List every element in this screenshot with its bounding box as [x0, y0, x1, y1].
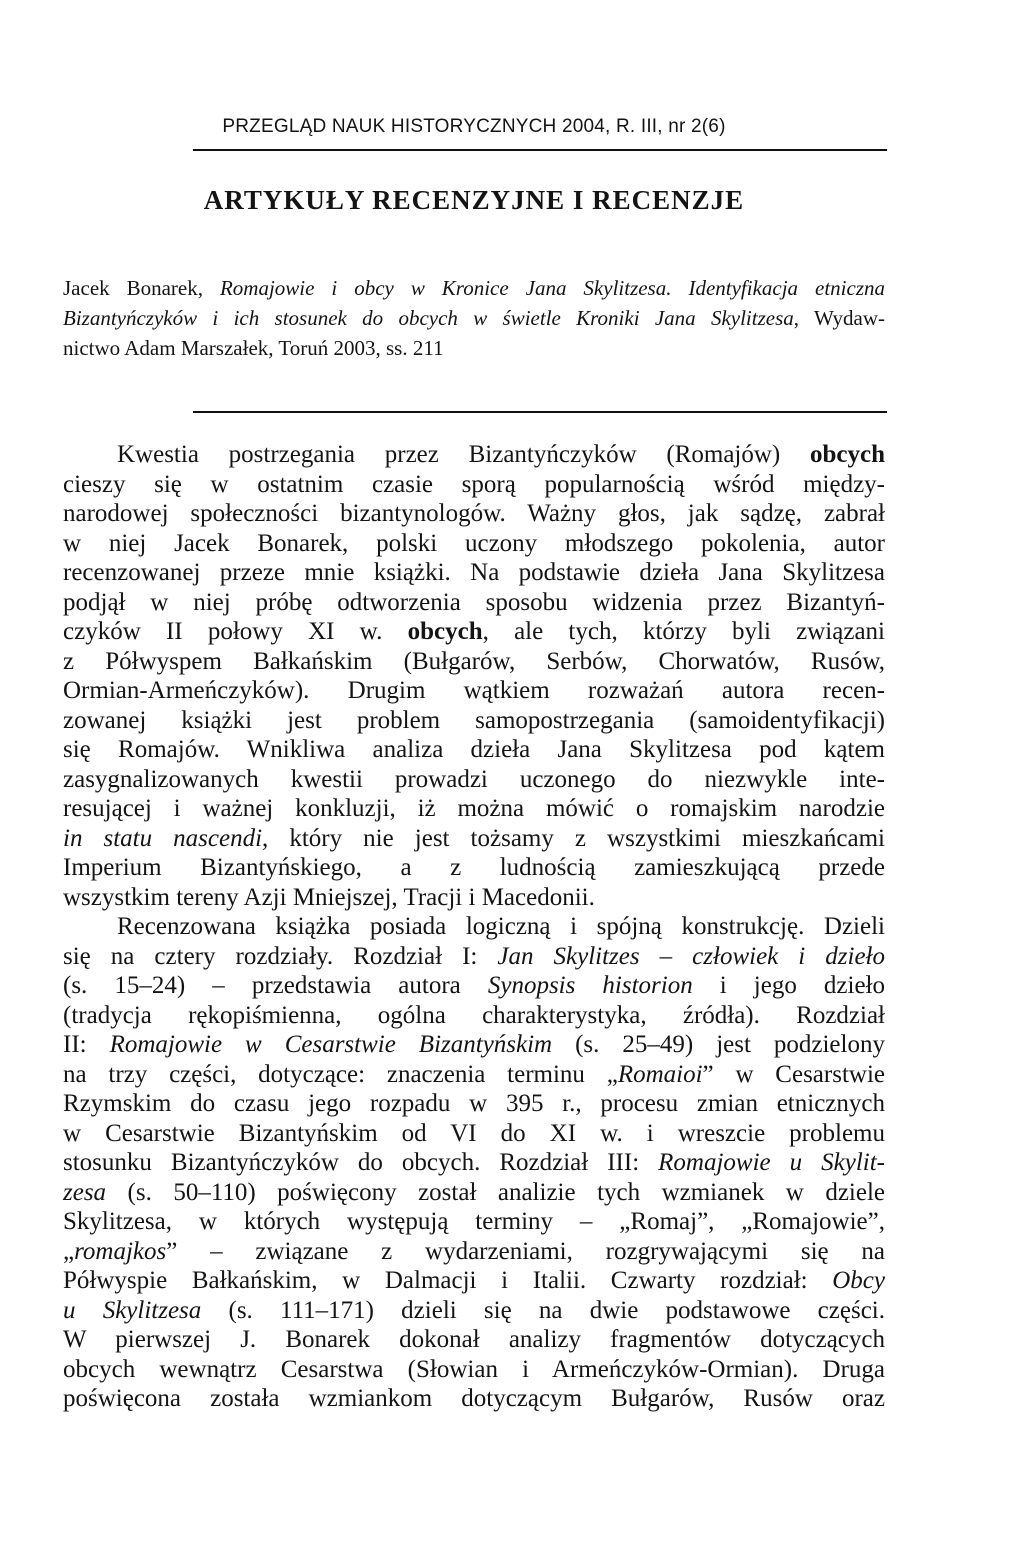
review-body	[63, 440, 885, 1414]
italic-text: romajkos	[74, 1237, 167, 1265]
bold-text: obcych	[407, 618, 483, 645]
text-line	[63, 1089, 885, 1119]
text-segment: (s. 25–49) jest podzielony	[552, 1031, 885, 1058]
text-line	[63, 706, 885, 736]
text-line	[63, 971, 885, 1001]
section-rule	[193, 411, 887, 413]
italic-text: Romaioi	[617, 1060, 703, 1088]
text-segment: Kwestia postrzegania przez Bizantyńczyków (Romajów)	[117, 441, 810, 468]
italic-text: u Skylitzesa	[63, 1296, 202, 1324]
text-line	[63, 529, 885, 559]
text-line	[63, 1207, 885, 1237]
text-segment: Półwyspie Bałkańskim, w Dalmacji i Italii. Czwarty rozdział:	[63, 1267, 833, 1294]
text-segment: w niej Jacek Bonarek, polski uczony młodszego pokolenia, autor	[63, 529, 885, 557]
text-segment: II:	[63, 1031, 110, 1058]
text-line	[63, 824, 885, 854]
text-segment: narodowej społeczności bizantynologów. Ważny głos, jak sądzę, zabrał	[63, 500, 885, 527]
text-segment: (s. 15–24) – przedstawia autora	[63, 972, 488, 999]
text-line	[63, 1001, 885, 1031]
text-line	[63, 647, 885, 677]
italic-text: in statu nascendi	[63, 824, 263, 852]
italic-text: zesa	[63, 1178, 107, 1206]
text-line	[63, 1384, 885, 1414]
text-line	[63, 303, 885, 333]
text-segment: ” w Cesarstwie	[702, 1060, 885, 1088]
text-segment: się Romajów. Wnikliwa analiza dzieła Jana Skylitzesa pod kątem	[63, 736, 885, 763]
text-segment: , ale tych, którzy byli związani	[482, 618, 885, 645]
text-segment: Ormian-Armeńczyków). Drugim wątkiem rozważań autora recen-	[63, 677, 885, 704]
text-line	[63, 853, 885, 883]
header-rule	[193, 149, 887, 151]
text-segment: się na cztery rozdziały. Rozdział I:	[63, 942, 498, 970]
text-line	[63, 794, 885, 824]
text-segment: , który nie jest tożsamy z wszystkimi mieszkańcami	[262, 824, 885, 852]
text-segment: na trzy części, dotyczące: znaczenia terminu „	[63, 1060, 618, 1088]
text-segment: podjął w niej próbę odtworzenia sposobu widzenia przez Bizantyń-	[63, 588, 885, 616]
text-segment: recenzowanej przeze mnie książki. Na podstawie dzieła Jana Skylitzesa	[63, 559, 885, 586]
text-line	[63, 273, 885, 303]
bibliographic-entry	[63, 273, 885, 363]
text-line	[63, 1148, 885, 1178]
text-segment: z Półwyspem Bałkańskim (Bułgarów, Serbów, Chorwatów, Rusów,	[63, 647, 885, 675]
text-segment: (s. 111–171) dzieli się na dwie podstawowe części.	[201, 1296, 885, 1324]
text-segment: Jacek Bonarek,	[63, 276, 220, 300]
text-segment: zasygnalizowanych kwestii prowadzi uczonego do niezwykle inte-	[63, 765, 885, 793]
bold-text: obcych	[810, 441, 885, 468]
text-line	[63, 912, 885, 942]
text-line	[63, 1266, 885, 1296]
italic-text: Jan Skylitzes – człowiek i dzieło	[497, 942, 885, 970]
text-segment: , Wydaw-	[793, 306, 885, 330]
text-line	[63, 1119, 885, 1149]
text-line	[63, 1060, 885, 1090]
text-line	[63, 617, 885, 647]
text-line	[63, 499, 885, 529]
paragraph	[63, 912, 885, 1414]
text-segment: Imperium Bizantyńskiego, a z ludnością zamieszkującą przede	[63, 854, 885, 881]
text-segment: poświęcona została wzmiankom dotyczącym Bułgarów, Rusów oraz	[63, 1385, 885, 1412]
text-segment: czyków II połowy XI w.	[63, 618, 408, 645]
text-segment: i jego dzieło	[692, 972, 886, 999]
text-segment: obcych wewnątrz Cesarstwa (Słowian i Armeńczyków-Ormian). Druga	[63, 1355, 885, 1383]
text-segment: cieszy się w ostatnim czasie sporą popularnością wśród między-	[63, 470, 885, 498]
text-segment: Rzymskim do czasu jego rozpadu w 395 r., procesu zmian etnicznych	[63, 1090, 885, 1117]
italic-text: Bizantyńczyków i ich stosunek do obcych w świetle Kroniki Jana Skylitzesa	[63, 306, 794, 330]
text-line	[63, 1296, 885, 1326]
text-line	[63, 765, 885, 795]
italic-text: Synopsis historion	[487, 972, 693, 999]
italic-text: Romajowie i obcy w Kronice Jana Skylitzesa. Identyfikacja etniczna	[219, 276, 886, 300]
text-line	[63, 440, 885, 470]
text-line	[63, 1030, 885, 1060]
text-segment: resującej i ważnej konkluzji, iż można mówić o romajskim narodzie	[63, 795, 885, 822]
text-line	[63, 1178, 885, 1208]
italic-text: Romajowie w Cesarstwie Bizantyńskim	[109, 1031, 553, 1058]
text-line	[63, 588, 885, 618]
text-segment: (s. 50–110) poświęcony został analizie tych wzmianek w dziele	[106, 1178, 885, 1206]
text-line	[63, 1325, 885, 1355]
text-line	[63, 676, 885, 706]
text-segment: (tradycja rękopiśmienna, ogólna charakterystyka, źródła). Rozdział	[63, 1001, 885, 1029]
italic-text: Romajowie u Skylit-	[658, 1149, 885, 1176]
text-line	[63, 333, 885, 363]
text-segment: nictwo Adam Marszałek, Toruń 2003, ss. 211	[63, 336, 444, 360]
text-segment: w Cesarstwie Bizantyńskim od VI do XI w. i wreszcie problemu	[63, 1119, 885, 1147]
text-line	[63, 883, 885, 913]
text-segment: wszystkim tereny Azji Mniejszej, Tracji i Macedonii.	[63, 883, 595, 911]
running-head: PRZEGLĄD NAUK HISTORYCZNYCH 2004, R. III, nr 2(6)	[222, 116, 726, 137]
text-segment: zowanej książki jest problem samopostrzegania (samoidentyfikacji)	[63, 706, 885, 734]
text-line	[63, 1355, 885, 1385]
text-line	[63, 735, 885, 765]
italic-text: Obcy	[832, 1267, 885, 1294]
text-segment: ” – związane z wydarzeniami, rozgrywającymi się na	[166, 1237, 885, 1265]
text-line	[63, 558, 885, 588]
text-segment: „	[63, 1237, 75, 1265]
text-line	[63, 1237, 885, 1267]
paragraph	[63, 440, 885, 912]
text-line	[63, 470, 885, 500]
text-segment: W pierwszej J. Bonarek dokonał analizy fragmentów dotyczących	[63, 1326, 885, 1353]
section-title: ARTYKUŁY RECENZYJNE I RECENZJE	[203, 185, 745, 215]
text-segment: Skylitzesa, w których występują terminy – „Romaj”, „Romajowie”,	[63, 1208, 885, 1235]
text-segment: Recenzowana książka posiada logiczną i spójną konstrukcję. Dzieli	[117, 913, 885, 940]
text-line	[63, 942, 885, 972]
text-segment: stosunku Bizantyńczyków do obcych. Rozdział III:	[63, 1149, 659, 1176]
